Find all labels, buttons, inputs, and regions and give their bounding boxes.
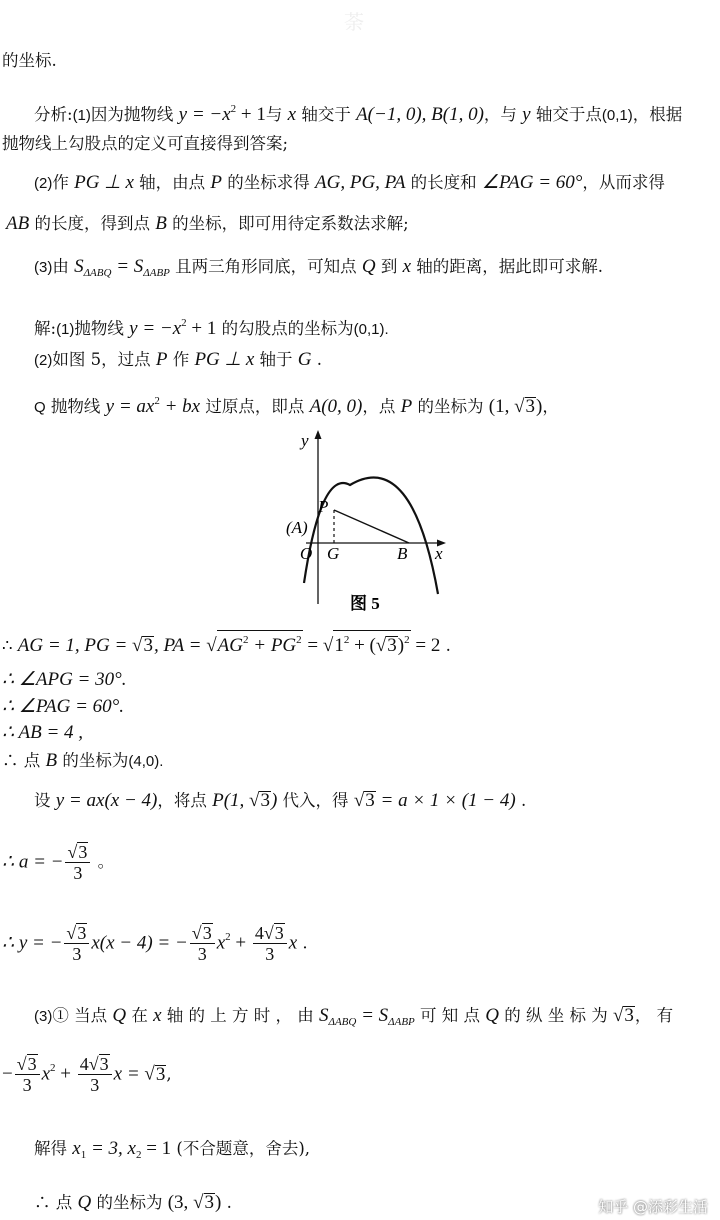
part3-equation: − $\frac{√3}{3}$ $x^2$ + $\frac{4√3}{3}$ x = √3, <box>2 1054 172 1095</box>
angle-APG: ∴ ∠APG = 30°. <box>2 669 127 690</box>
point-P-label: P <box>318 497 329 516</box>
figure-caption: 图 5 <box>350 594 380 613</box>
solution-line-2: (2)如图 5，过点 P 作 PG ⊥ x 轴于 G . <box>34 349 322 370</box>
equation-y: ∴ y = − $\frac{√3}{3}$ x(x − 4) = − $\frac{√3}{3}$ $x^2$ + $\frac{4√3}{3}$ x . <box>2 923 308 964</box>
point-G-label: G <box>327 544 340 563</box>
analysis-line-5: (3)由 $S_{\Delta ABQ} = S_{\Delta ABP}$ 且两三角形同底，可知点 Q 到 x 轴的距离，据此即可求解. <box>34 256 604 279</box>
analysis-line-2: 抛物线上勾股点的定义可直接得到答案; <box>2 134 289 153</box>
solution-line-3: Q 抛物线 $y = ax^2$ + bx 过原点，即点 A(0, 0)，点 P 的坐标为 (1, √3)， <box>34 395 559 417</box>
analysis-line-1: 分析:(1)因为抛物线 $y = -x^2 + 1$与 x 轴交于 A(−1, 0), B(1, 0)，与 y 轴交于点(0,1)，根据 <box>34 103 683 125</box>
parabola <box>304 478 438 594</box>
angle-PAG: ∴ ∠PAG = 60°. <box>2 696 125 717</box>
length-AB: ∴ AB = 4 , <box>2 722 84 743</box>
value-a: ∴ a = − $\frac{√3}{3}$ 。 <box>2 842 115 883</box>
analysis-line-4: AB 的长度，得到点 B 的坐标，即可用待定系数法求解; <box>6 213 409 234</box>
y-axis-label: y <box>301 431 309 450</box>
point-B-label: B <box>397 544 408 563</box>
part3-solutions: 解得 $x_1 = 3$, $x_2 = 1$ (不合题意，舍去), <box>34 1138 311 1161</box>
point-O-label: O <box>300 544 313 563</box>
set-equation: 设 y = ax(x − 4)，将点 P(1, √3) 代入，得 √3 = a × 1 × (1 − 4) . <box>34 790 527 811</box>
part3-line-1: (3)① 当点 Q 在 x 轴 的 上 方 时 ， 由 $S_{\Delta ABQ} = S_{\Delta ABP}$ 可 知 点 Q 的 纵 坐 标 为 √3， 有 <box>34 1005 674 1028</box>
figure-5 <box>278 428 454 616</box>
analysis-line-3: (2)作 PG ⊥ x 轴，由点 P 的坐标求得 AG, PG, PA 的长度和 ∠PAG = 60°，从而求得 <box>34 172 665 193</box>
calc-PA: ∴ AG = 1, PG = √3, PA = $√AG^2 + PG^2 = √1^2 + (√3)^2 = 2$ . <box>2 630 720 657</box>
line-1: 的坐标. <box>2 51 57 70</box>
y-axis-arrow <box>315 430 322 439</box>
point-A-label: (A) <box>286 518 308 537</box>
point-B-coord: ∴ 点 B 的坐标为(4,0). <box>2 750 164 771</box>
segment-PB <box>334 510 409 543</box>
x-axis-label: x <box>435 544 443 563</box>
point-Q-coord: ∴ 点 Q 的坐标为 (3, √3) . <box>34 1192 232 1213</box>
zhihu-watermark: 知乎 @添彩生活 <box>598 1198 708 1216</box>
solution-line-1: 解:(1)抛物线 $y = -x^2 + 1$ 的勾股点的坐标为(0,1). <box>34 317 389 339</box>
top-watermark: 荼 <box>344 10 364 34</box>
